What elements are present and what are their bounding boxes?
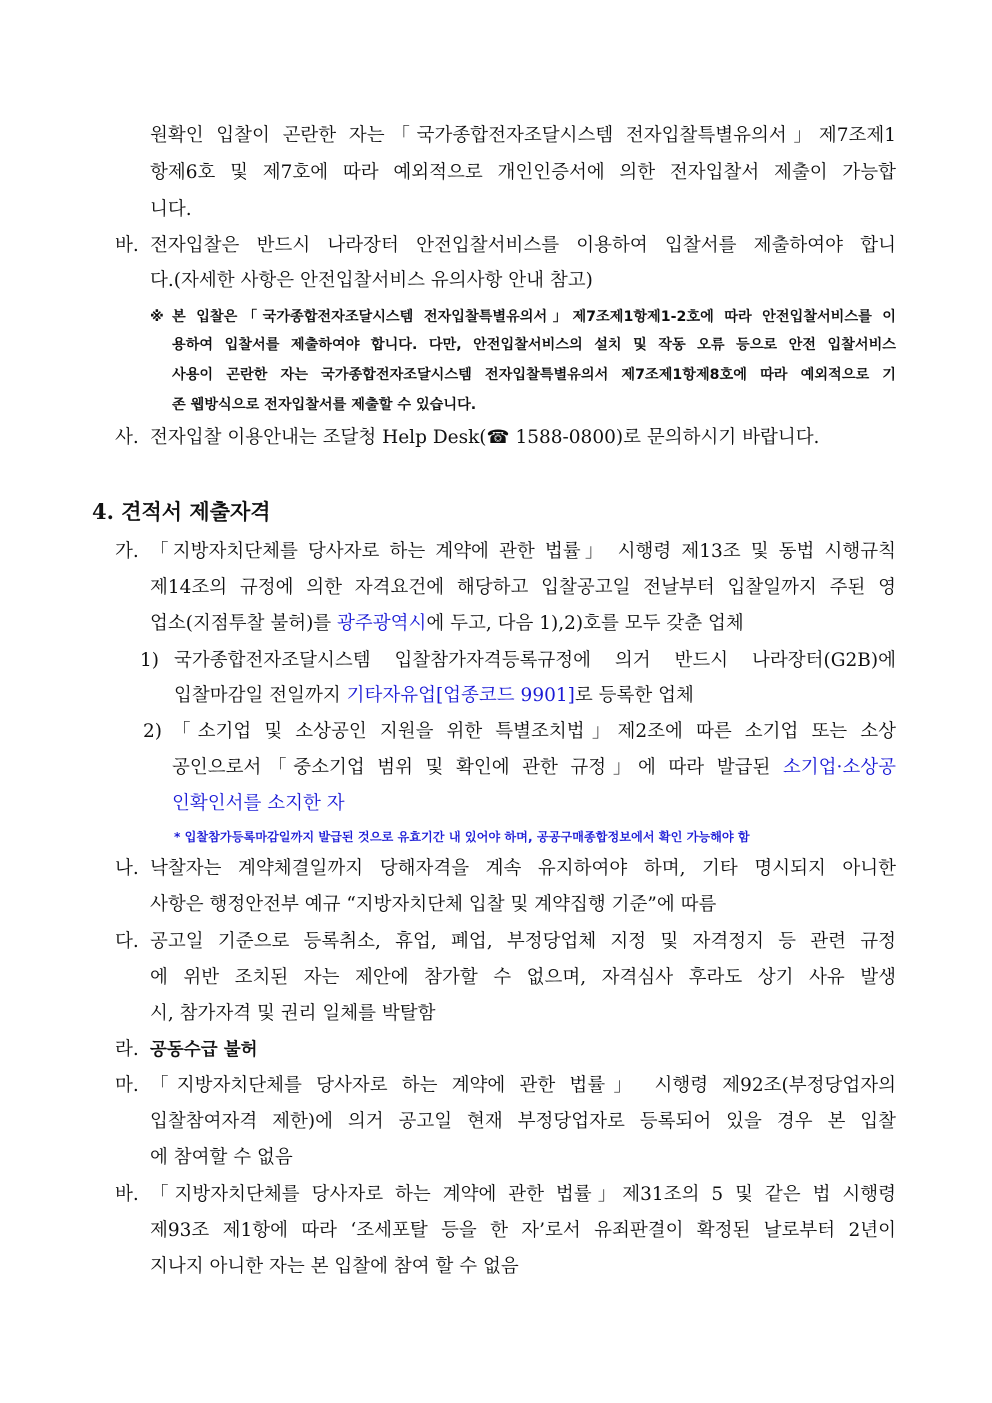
note-secure-line-4: 존 웹방식으로 전자입찰서를 제출할 수 있습니다.: [172, 397, 477, 413]
section4-ga-line-2: 제14조의 규정에 의한 자격요건에 해당하고 입찰공고일 전날부터 입찰일까지 주된 영: [150, 577, 896, 598]
note-secure-line-1: 본 입찰은「국가종합전자조달시스템 전자입찰특별유의서」제7조제1항제1-2호에 따라 안전입찰서비스를 이: [172, 309, 896, 325]
section4-ga-line-3-pre: 업소(지점투찰 불허)를: [150, 613, 338, 634]
telephone-icon: ☎: [486, 427, 510, 448]
certificate-highlight-2: 인확인서를 소지한 자: [172, 793, 345, 814]
section-4-heading: 4. 견적서 제출자격: [92, 499, 271, 524]
sub2-line-2: [172, 755, 896, 781]
note-secure-line-3: 사용이 곤란한 자는 국가종합전자조달시스템 전자입찰특별유의서 제7조제1항제8호에 따라 예외적으로 기: [172, 367, 896, 383]
section4-ma-line-2: 입찰참여자격 제한)에 의거 공고일 현재 부정당업자로 등록되어 있을 경우 본 입찰: [150, 1111, 896, 1132]
section4-ga-line-3-post: 에 두고, 다음 1),2)호를 모두 갖춘 업체: [426, 613, 744, 634]
sub2-line-2-pre: 공인으로서「중소기업 범위 및 확인에 관한 규정」에 따라 발급된: [172, 757, 783, 778]
item-ba-line-1: 전자입찰은 반드시 나라장터 안전입찰서비스를 이용하여 입찰서를 제출하여야 합니: [150, 235, 896, 256]
section4-ma-line-1: 「지방자치단체를 당사자로 하는 계약에 관한 법률」 시행령 제92조(부정당업자의: [150, 1075, 896, 1096]
section4-da-marker: 다.: [115, 931, 139, 952]
sub1-line-2: [174, 683, 896, 709]
sub1-line-2-pre: 입찰마감일 전일까지: [174, 685, 347, 706]
region-highlight: 광주광역시: [337, 613, 427, 634]
section4-ga-marker: 가.: [115, 541, 139, 562]
section4-na-line-1: 낙찰자는 계약체결일까지 당해자격을 계속 유지하여야 하며, 기타 명시되지 아니한: [150, 858, 896, 879]
certificate-highlight-1: 소기업·소상공: [782, 757, 896, 778]
section4-ra-text: 공동수급 불허: [150, 1040, 258, 1060]
sub2-marker: 2): [143, 721, 162, 742]
sub-note: * 입찰참가등록마감일까지 발급된 것으로 유효기간 내 있어야 하며, 공공구매종합정보에서 확인 가능해야 함: [174, 830, 750, 844]
section4-ba-line-3: 지나지 아니한 자는 본 입찰에 참여 할 수 없음: [150, 1256, 519, 1277]
section4-na-line-2: 사항은 행정안전부 예규 “지방자치단체 입찰 및 계약집행 기준”에 따름: [150, 894, 717, 915]
section4-ma-line-3: 에 참여할 수 없음: [150, 1147, 293, 1168]
industry-code-highlight: 기타자유업[업종코드 9901]: [346, 685, 575, 706]
sub1-line-2-post: 로 등록한 업체: [574, 685, 694, 706]
intro-line-1: 원확인 입찰이 곤란한 자는「국가종합전자조달시스템 전자입찰특별유의서」제7조제1: [150, 125, 896, 146]
section4-da-line-1: 공고일 기준으로 등록취소, 휴업, 폐업, 부정당업체 지정 및 자격정지 등 관련 규정: [150, 931, 896, 952]
section4-ba-line-1: 「지방자치단체를 당사자로 하는 계약에 관한 법률」제31조의 5 및 같은 법 시행령: [150, 1184, 896, 1205]
section4-ba-line-2: 제93조 제1항에 따라 ‘조세포탈 등을 한 자’로서 유죄판결이 확정된 날로부터 2년이: [150, 1220, 896, 1241]
item-sa-line: [150, 425, 896, 451]
item-sa-text-before: 전자입찰 이용안내는 조달청 Help Desk(: [150, 427, 487, 448]
item-sa-text-after: 1588-0800)로 문의하시기 바랍니다.: [509, 427, 820, 448]
section4-ga-line-1: 「지방자치단체를 당사자로 하는 계약에 관한 법률」 시행령 제13조 및 동법 시행규칙: [150, 541, 896, 562]
intro-line-2: 항제6호 및 제7호에 따라 예외적으로 개인인증서에 의한 전자입찰서 제출이 가능합: [150, 162, 896, 183]
section4-da-line-2: 에 위반 조치된 자는 제안에 참가할 수 없으며, 자격심사 후라도 상기 사유 발생: [150, 967, 896, 988]
note-secure-line-2: 용하여 입찰서를 제출하여야 합니다. 다만, 안전입찰서비스의 설치 및 작동 오류 등으로 안전 입찰서비스: [172, 337, 896, 353]
sub1-marker: 1): [140, 650, 159, 671]
section4-ga-line-3: [150, 611, 896, 637]
section4-ba-marker: 바.: [115, 1184, 139, 1205]
section4-ra-marker: 라.: [115, 1039, 139, 1060]
sub1-line-1: 국가종합전자조달시스템 입찰참가자격등록규정에 의거 반드시 나라장터(G2B)에: [174, 650, 896, 671]
item-ba-line-2: 다.(자세한 사항은 안전입찰서비스 유의사항 안내 참고): [150, 270, 593, 291]
sub2-line-1: 「소기업 및 소상공인 지원을 위한 특별조치법」제2조에 따른 소기업 또는 소상: [172, 721, 896, 742]
note-secure-marker: ※: [150, 309, 164, 325]
section4-ma-marker: 마.: [115, 1075, 139, 1096]
item-ba-marker: 바.: [115, 235, 139, 256]
section4-da-line-3: 시, 참가자격 및 권리 일체를 박탈함: [150, 1003, 436, 1024]
item-sa-marker: 사.: [115, 427, 139, 448]
section4-na-marker: 나.: [115, 858, 139, 879]
intro-line-3: 니다.: [150, 199, 192, 220]
